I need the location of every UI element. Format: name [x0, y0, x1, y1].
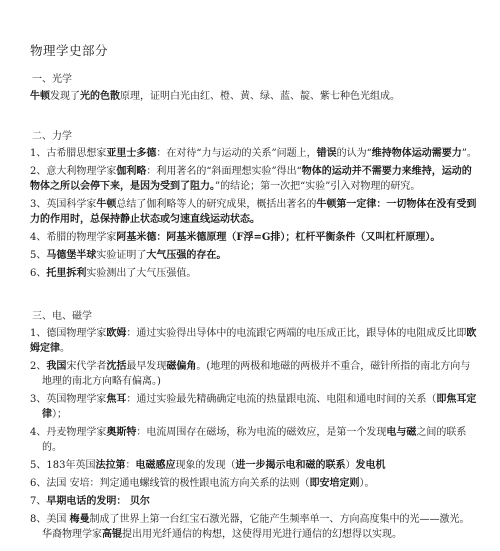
document-title: 物理学史部分	[30, 43, 109, 58]
bold-text-run: 早期电话的发明： 贝尔	[46, 496, 150, 507]
bold-text-run: 马德堡半球	[46, 250, 97, 261]
text-run: ：	[125, 460, 136, 471]
paragraph	[30, 326, 478, 356]
text-run: 7、	[30, 496, 47, 507]
text-run: 之间的联系的。	[42, 427, 467, 453]
text-run: ：通过实验最先精确确定电流的热量跟电流、电阻和通电时间的关系（	[126, 394, 437, 405]
text-run: 4、希腊的物理学家	[30, 232, 117, 243]
text-run: ”的结论；第一次把“实验”引入对物理的研究。	[215, 181, 421, 192]
text-run: 2、意大利物理学家	[30, 166, 117, 177]
paragraph	[30, 425, 478, 455]
text-run: 实验证明了	[96, 250, 147, 261]
bold-text-run: 欧姆	[106, 328, 127, 339]
text-run: 1、古希腊思想家	[30, 148, 107, 159]
bold-text-run: 牛顿	[30, 91, 50, 102]
paragraph	[30, 392, 478, 422]
bold-text-run: 梅曼	[69, 514, 90, 525]
bold-text-run: 光的色散	[80, 91, 120, 102]
text-run: 8、美国	[30, 514, 70, 525]
paragraph	[30, 248, 478, 263]
text-run: ）；	[52, 409, 67, 420]
section-heading: 二、力学	[32, 131, 72, 142]
text-run: 6、法国 安培：判定通电螺线管的极性跟电流方向关系的法则（	[30, 478, 310, 489]
text-run: ：电流周围存在磁场，称为电流的磁效应，是第一个发现	[136, 427, 387, 438]
bold-text-run: =G	[253, 232, 271, 243]
paragraph	[30, 164, 478, 194]
paragraph	[30, 494, 478, 509]
paragraph	[30, 458, 478, 473]
section-heading: 一、光学	[32, 74, 72, 85]
bold-text-run: 维持物体运动需要力	[371, 148, 462, 159]
bold-text-run: 奥斯特	[106, 427, 137, 438]
bold-text-run: 发电机	[355, 460, 386, 471]
document-page	[30, 42, 478, 545]
paragraph	[30, 230, 478, 245]
text-run: 提出用光纤通信的构想，这使得用光进行通信的幻想得以实现。	[122, 529, 402, 540]
bold-text-run: 磁偏角	[166, 361, 197, 372]
text-run: ：在对待“力与运动的关系”问题上，	[156, 148, 317, 159]
text-run: 6、	[30, 268, 47, 279]
text-run: 原理，证明白光由红、橙、黄、绿、蓝、靛、紫七种色光组成。	[120, 91, 400, 102]
paragraph	[30, 476, 478, 491]
text-run: 5、183年英国	[30, 460, 96, 471]
bold-text-run: 错误	[316, 148, 337, 159]
text-run: 3、英国物理学家	[30, 394, 107, 405]
text-run: 。(地理的两极和地磁的两极并不重合，磁针所指的南北方向与地理的南北方向略有偏离。)	[42, 361, 471, 387]
section-electromagnetism	[30, 309, 478, 542]
paragraph	[30, 512, 478, 542]
paragraph	[30, 359, 478, 389]
text-run: ”。	[461, 148, 477, 159]
paragraph	[30, 89, 478, 104]
bold-text-run: 我国	[46, 361, 67, 372]
text-run: 制成了世界上第一台红宝石激光器，它能产生频率单一、方向高度集中的光——激光。华裔物理学家	[42, 514, 470, 540]
text-run: ）。	[359, 478, 375, 489]
bold-text-run: 伽利略	[116, 166, 147, 177]
bold-text-run: 电磁感应	[135, 460, 176, 471]
bold-text-run: 阿基米德：阿基米德原理（F	[116, 232, 244, 243]
text-run: 的认为“	[336, 148, 372, 159]
text-run: 发现了	[50, 91, 80, 102]
text-run: 3、英国科学家	[30, 199, 97, 210]
section-mechanics	[30, 129, 478, 281]
text-run: 现象的发现（	[175, 460, 236, 471]
bold-text-run: 亚里士多德	[106, 148, 157, 159]
text-run: ）	[345, 460, 356, 471]
text-run: 4、丹麦物理学家	[30, 427, 107, 438]
bold-text-run: 焦耳	[106, 394, 127, 405]
paragraph	[30, 146, 478, 161]
text-run: 宋代学者	[66, 361, 107, 372]
bold-text-run: 排	[270, 232, 281, 243]
bold-text-run: 物体的运动并不需要力来维持，运动的物体之所以会停下来，是因为受到了阻力。	[30, 166, 472, 192]
bold-text-run: 托里拆利	[46, 268, 87, 279]
bold-text-run: 高锟	[102, 529, 122, 540]
section-optics	[30, 72, 478, 104]
bold-text-run: 即焦耳定律	[42, 394, 477, 420]
section-heading: 三、电、磁学	[32, 311, 92, 322]
paragraph	[30, 266, 478, 281]
text-run: 总结了伽利略等人的研究成果，概括出著名的	[116, 199, 317, 210]
text-run: ：通过实验得出导体中的电流跟它两端的电压成正比，跟导体的电阻成反比即	[126, 328, 467, 339]
text-run: 。	[60, 343, 70, 354]
bold-text-run: 电与磁	[386, 427, 417, 438]
bold-text-run: 沈括	[106, 361, 127, 372]
bold-text-run: 浮	[243, 232, 254, 243]
bold-text-run: 法拉第	[95, 460, 126, 471]
bold-text-run: 进一步揭示电和磁的联系	[235, 460, 346, 471]
bold-text-run: 欧姆定律	[30, 328, 477, 354]
bold-text-run: 牛顿	[96, 199, 117, 210]
paragraph	[30, 197, 478, 227]
text-run: 实验测出了大气压强值。	[86, 268, 197, 279]
text-run: ：利用著名的“斜面理想实验”得出“	[146, 166, 302, 177]
bold-text-run: 大气压强的存在。	[146, 250, 227, 261]
bold-text-run: ）；杠杆平衡条件（又叫杠杆原理）。	[280, 232, 441, 243]
text-run: 2、	[30, 361, 47, 372]
bold-text-run: 即安培定则	[309, 478, 360, 489]
text-run: 最早发现	[126, 361, 167, 372]
text-run: 1、德国物理学家	[30, 328, 107, 339]
text-run: 5、	[30, 250, 47, 261]
bold-text-run: 牛顿第一定律：一切物体在没有受到力的作用时，总保持静止状态或匀速直线运动状态。	[30, 199, 477, 225]
